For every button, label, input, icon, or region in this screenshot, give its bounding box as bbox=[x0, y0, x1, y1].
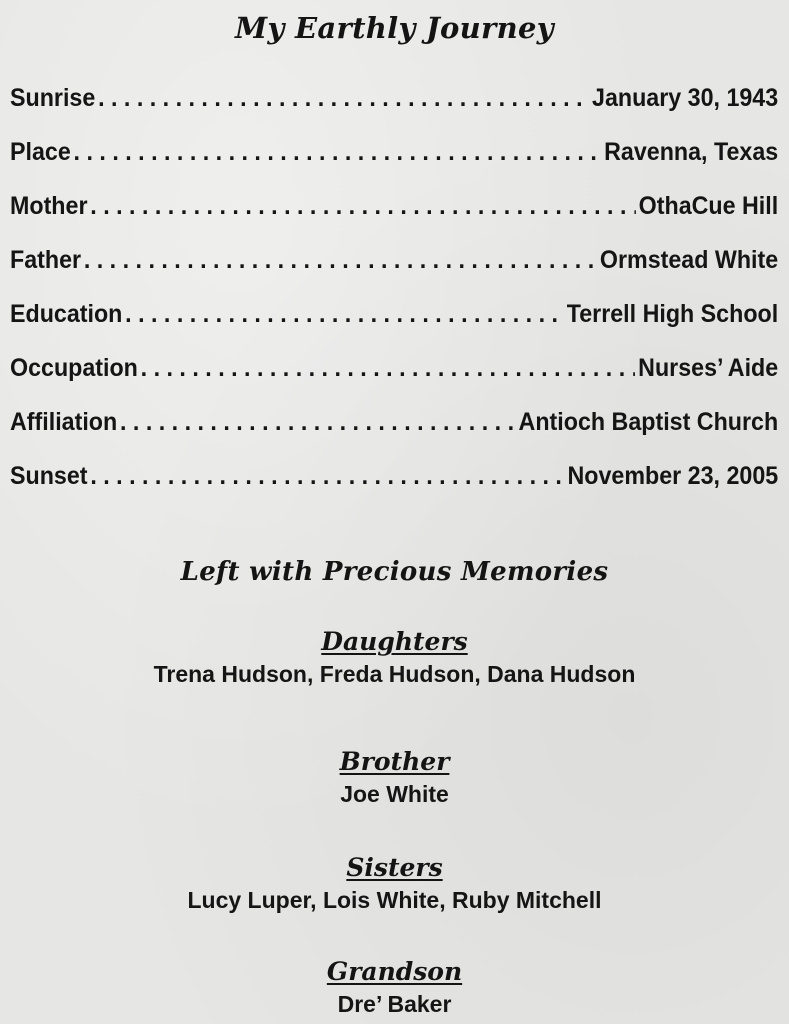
dot-leader bbox=[90, 456, 564, 496]
dot-leader bbox=[84, 240, 597, 280]
memories-title: Left with Precious Memories bbox=[180, 557, 609, 587]
group-names: Trena Hudson, Freda Hudson, Dana Hudson bbox=[153, 661, 636, 687]
fact-label: Occupation bbox=[10, 354, 138, 382]
fact-row-sunrise bbox=[10, 78, 778, 132]
survivor-group-daughters bbox=[0, 626, 789, 690]
dot-leader bbox=[74, 132, 602, 172]
fact-value: November 23, 2005 bbox=[567, 462, 779, 490]
fact-label: Affiliation bbox=[10, 408, 118, 436]
group-heading: Daughters bbox=[321, 627, 468, 656]
fact-row-place bbox=[10, 132, 778, 186]
fact-value: Nurses’ Aide bbox=[638, 354, 779, 382]
fact-label: Sunset bbox=[10, 462, 88, 490]
fact-row-mother bbox=[10, 186, 778, 240]
fact-row-father bbox=[10, 240, 778, 294]
fact-value: January 30, 1943 bbox=[592, 84, 779, 112]
group-heading: Sisters bbox=[346, 853, 443, 882]
fact-label: Education bbox=[10, 300, 123, 328]
fact-value: OthaCue Hill bbox=[638, 192, 779, 220]
dot-leader bbox=[120, 402, 516, 442]
fact-value: Ravenna, Texas bbox=[604, 138, 779, 166]
fact-label: Sunrise bbox=[10, 84, 96, 112]
group-names: Dre’ Baker bbox=[337, 991, 452, 1017]
fact-value: Ormstead White bbox=[599, 246, 779, 274]
page-title: My Earthly Journey bbox=[235, 11, 554, 45]
life-facts-list bbox=[10, 78, 778, 510]
fact-value: Antioch Baptist Church bbox=[518, 408, 779, 436]
survivor-group-sisters bbox=[0, 852, 789, 916]
fact-row-affiliation bbox=[10, 402, 778, 456]
dot-leader bbox=[90, 186, 636, 226]
dot-leader bbox=[98, 78, 589, 118]
fact-row-sunset bbox=[10, 456, 778, 510]
group-heading: Grandson bbox=[326, 957, 463, 986]
group-names: Lucy Luper, Lois White, Ruby Mitchell bbox=[187, 887, 602, 913]
dot-leader bbox=[125, 294, 564, 334]
fact-row-occupation bbox=[10, 348, 778, 402]
fact-value: Terrell High School bbox=[566, 300, 779, 328]
dot-leader bbox=[141, 348, 636, 388]
fact-row-education bbox=[10, 294, 778, 348]
survivor-group-brother bbox=[0, 746, 789, 810]
group-names: Joe White bbox=[340, 781, 449, 807]
survivor-group-grandson bbox=[0, 956, 789, 1020]
fact-label: Place bbox=[10, 138, 71, 166]
fact-label: Father bbox=[10, 246, 82, 274]
group-heading: Brother bbox=[339, 747, 450, 776]
fact-label: Mother bbox=[10, 192, 88, 220]
